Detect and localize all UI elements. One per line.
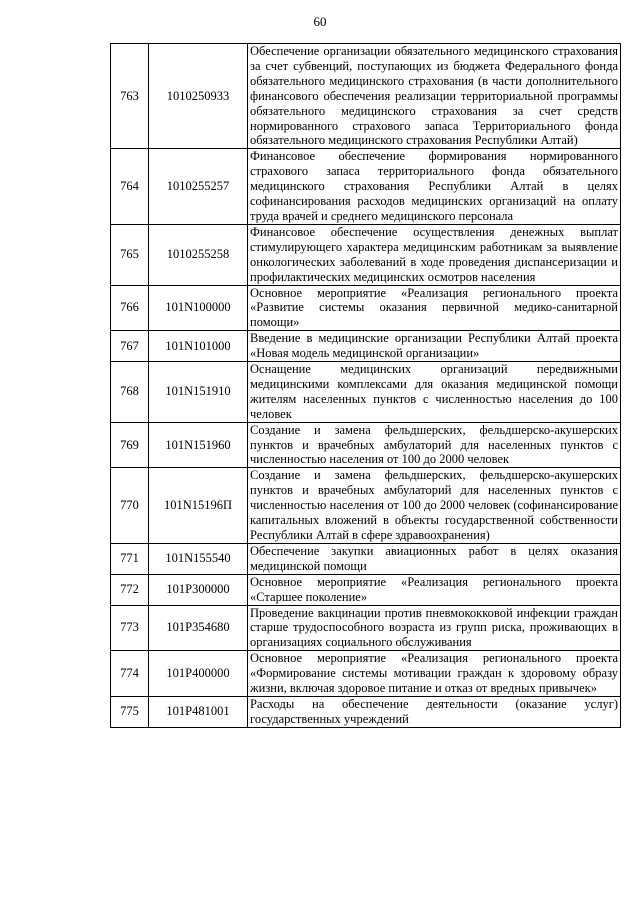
description-cell: Финансовое обеспечение формирования нормированного страхового запаса территориального фонда обязательного медицинского страхования Республики Алтай в целях софинансирования расходов медицинских организаций на оплату труда врачей и среднего медицинского персонала xyxy=(248,149,621,225)
target-code-cell: 101N15196П xyxy=(149,468,248,544)
budget-code-table xyxy=(110,43,621,728)
description-cell: Оснащение медицинских организаций передвижными медицинскими комплексами для оказания медицинской помощи жителям населенных пунктов с численностью населения до 100 человек xyxy=(248,362,621,423)
target-code-cell: 101N151910 xyxy=(149,362,248,423)
row-number-cell: 771 xyxy=(111,543,149,574)
description-cell: Основное мероприятие «Реализация регионального проекта «Развитие системы оказания первичной медико-санитарной помощи» xyxy=(248,285,621,331)
table-row xyxy=(111,543,621,574)
row-number-cell: 769 xyxy=(111,422,149,468)
target-code-cell: 101P400000 xyxy=(149,651,248,697)
target-code-cell: 101N101000 xyxy=(149,331,248,362)
row-number-cell: 772 xyxy=(111,574,149,605)
target-code-cell: 1010255258 xyxy=(149,224,248,285)
target-code-cell: 101P481001 xyxy=(149,696,248,727)
table-row xyxy=(111,574,621,605)
table-row xyxy=(111,468,621,544)
row-number-cell: 770 xyxy=(111,468,149,544)
row-number-cell: 764 xyxy=(111,149,149,225)
target-code-cell: 101N100000 xyxy=(149,285,248,331)
description-cell: Обеспечение закупки авиационных работ в целях оказания медицинской помощи xyxy=(248,543,621,574)
table-row xyxy=(111,224,621,285)
description-cell: Создание и замена фельдшерских, фельдшерско-акушерских пунктов и врачебных амбулаторий для населенных пунктов с численностью населения от 100 до 2000 человек (софинансирование капитальных вложений в объекты государственной собственности Республики Алтай в сфере здравоохранения) xyxy=(248,468,621,544)
table-row xyxy=(111,44,621,149)
description-cell: Создание и замена фельдшерских, фельдшерско-акушерских пунктов и врачебных амбулаторий для населенных пунктов с численностью населения от 100 до 2000 человек xyxy=(248,422,621,468)
table-row xyxy=(111,362,621,423)
row-number-cell: 767 xyxy=(111,331,149,362)
table-row xyxy=(111,422,621,468)
description-cell: Обеспечение организации обязательного медицинского страхования за счет субвенций, поступающих из бюджета Федерального фонда обязательного медицинского страхования (в части дополнительного финансового обеспечения реализации территориальной программы обязательного медицинского страхования за счет средств нормированного страхового запаса Территориального фонда обязательного медицинского страхования Республики Алтай) xyxy=(248,44,621,149)
description-cell: Финансовое обеспечение осуществления денежных выплат стимулирующего характера медицинским работникам за выявление онкологических заболеваний в ходе проведения диспансеризации и профилактических медицинских осмотров населения xyxy=(248,224,621,285)
target-code-cell: 101N151960 xyxy=(149,422,248,468)
row-number-cell: 774 xyxy=(111,651,149,697)
description-cell: Расходы на обеспечение деятельности (оказание услуг) государственных учреждений xyxy=(248,696,621,727)
row-number-cell: 775 xyxy=(111,696,149,727)
description-cell: Основное мероприятие «Реализация регионального проекта «Формирование системы мотивации граждан к здоровому образу жизни, включая здоровое питание и отказ от вредных привычек» xyxy=(248,651,621,697)
target-code-cell: 101P300000 xyxy=(149,574,248,605)
row-number-cell: 773 xyxy=(111,605,149,651)
table-row xyxy=(111,149,621,225)
target-code-cell: 1010250933 xyxy=(149,44,248,149)
target-code-cell: 101N155540 xyxy=(149,543,248,574)
row-number-cell: 765 xyxy=(111,224,149,285)
table-row xyxy=(111,331,621,362)
table-row xyxy=(111,696,621,727)
table-row xyxy=(111,605,621,651)
description-cell: Основное мероприятие «Реализация регионального проекта «Старшее поколение» xyxy=(248,574,621,605)
page-number: 60 xyxy=(313,14,327,29)
row-number-cell: 768 xyxy=(111,362,149,423)
row-number-cell: 763 xyxy=(111,44,149,149)
target-code-cell: 101P354680 xyxy=(149,605,248,651)
description-cell: Введение в медицинские организации Республики Алтай проекта «Новая модель медицинской организации» xyxy=(248,331,621,362)
table-row xyxy=(111,285,621,331)
description-cell: Проведение вакцинации против пневмококковой инфекции граждан старше трудоспособного возраста из групп риска, проживающих в организациях социального обслуживания xyxy=(248,605,621,651)
target-code-cell: 1010255257 xyxy=(149,149,248,225)
row-number-cell: 766 xyxy=(111,285,149,331)
table-row xyxy=(111,651,621,697)
